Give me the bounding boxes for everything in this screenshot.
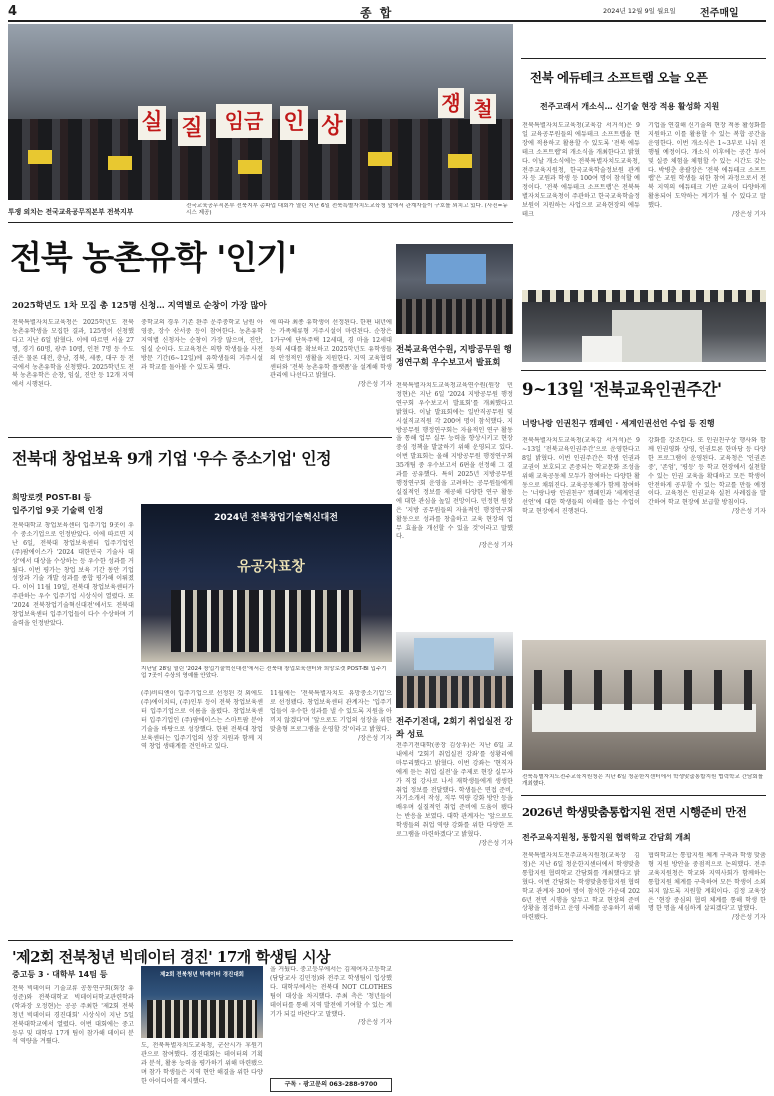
protest-sign: 상 bbox=[318, 110, 346, 144]
protest-sign: 질 bbox=[178, 112, 206, 146]
issue-date: 2024년 12월 9일 월요일 bbox=[603, 7, 676, 15]
article-text: 전북특별자치도교육청(교육감 서거석)은 9~13일 '전북교육인권주간'으로 운영한다고 8일 밝혔다. 이번 인권주간은 학생 인권과 교권이 보호되고 존중되는 학교문화 조성을 위해 교육공동체 모두가 참여하는 다양한 활동으로 채워진다. 교육공동체가 함께 참여하는 '너랑나랑 인권친구' 캠페인과 '세계인권선언'에 대한 학생들의 이해를 돕는 수업이 학교 현장에서 진행된다. bbox=[522, 437, 640, 516]
headline: 전북대 창업보육 9개 기업 '우수 중소기업' 인정 bbox=[12, 449, 332, 468]
page-number: 4 bbox=[8, 4, 18, 19]
article-text: 전북특별자치도교육청(교육감 서거석)은 9일 교육공무원들의 에듀테크 소프트랩을 현장에 적용하고 활용할 수 있도록 '전북 에듀테크 소프트랩'의 개소식을 개최한다고 밝혔다. 이날 개소식에는 전북특별자치도교육청, 전주교육지원청, 한국교육학술정보원 관계자 등 교원과 학생 등 100여 명이 참석할 예정이다. '전북 에듀테크 소프트랩'은 전북특별자치도교육청이 주관하고 한국교육학술정보원이 지원하는 사업으로 교육현장의 에듀테크 bbox=[522, 122, 640, 219]
article-text: 전북특별자치도교육청은 2025학년도 전북 농촌유학생을 모집한 결과, 125명이 신청했다고 지난 6일 밝혔다. 이에 따르면 서울 27명, 경기 60명, 광주 10명, 인천 7명 등 수도권은 물론 대전, 충남, 경북, 세종, 대구 등 전국에서 농촌유학을 신청했다. 2025학년도 전북 농촌유학은 순창, 임실, 진안 등 12개 지역에서 시행된다. bbox=[12, 319, 134, 389]
article-text: 전주기전대학(총장 김상우)은 지난 6일 교내에서 '2회기 취업실전 강좌'를 성황리에 마무리했다고 밝혔다. 이번 강좌는 '현직자에게 듣는 취업 실전'을 주제로 현장 실무자가 직접 강사로 나서 재학생들에게 생생한 취업 정보를 전달했다. 학생들은 면접 준비, 자기소개서 작성, 직무 역량 강화 방안 등을 배우며 실질적인 취업 준비에 도움이 됐다는 반응을 보였다. 대학 관계자는 '앞으로도 학생들의 취업 역량 강화를 위한 다양한 프로그램을 마련하겠다'고 밝혔다. /장은성 기자 bbox=[396, 742, 513, 847]
divider bbox=[521, 58, 766, 59]
headline: 9~13일 '전북교육인권주간' bbox=[522, 380, 722, 399]
subheadline: 희망로켓 POST-BI 등 bbox=[12, 493, 92, 502]
article-text: 협력학교는 통합지원 체계 구축과 학생 맞춤형 지원 방안을 중점적으로 논의했다. 전주교육지원청은 학교와 지역사회가 함께하는 통합지원 체계를 구축하여 모든 학생이 소외되지 않도록 지원할 계획이다. 김정 교육장은 '현장 중심의 협력 체계를 통해 학생 한 명 한 명을 세심하게 살피겠다'고 말했다. /장은성 기자 bbox=[648, 852, 766, 922]
article-text: 전북대학교 창업보육센터 입주기업 9곳이 우수 중소기업으로 인정받았다. 이에 따르면 지난 6일, 전북대 창업보육센터 입주기업인 (주)팜에이스가 '2024 대한민국 기술사 대상'에서 대상을 수상하는 등 우수한 성과를 거뒀다. 이번 평가는 창업 보육 기간 동안 기업 성장과 기술 개발 성과를 종합 평가해 이뤄졌다. 이어 11월 19일, 전북대 창업보육센터가 주관하는 우수 입주기업 시상식이 열렸다. 또 '2024 전북창업기술혁신대전'에서도 전북대 창업보육센터 입주기업들이 다수 수상하며 기술력을 인정받았다. bbox=[12, 522, 134, 627]
subheadline: 2025학년도 1차 모집 총 125명 신청… 지역별로 순창이 가장 많아 bbox=[12, 301, 267, 311]
subheadline: 너랑나랑 인권친구 캠페인 · 세계인권선언 수업 등 진행 bbox=[522, 419, 715, 428]
bigdata-photo bbox=[141, 966, 263, 1038]
protest-sign: 쟁 bbox=[438, 88, 464, 118]
protest-sign: 인 bbox=[280, 106, 308, 140]
article-text: 11월에는 '전북특별자치도 유망중소기업'으로 선정됐다. 창업보육센터 관계자는 '입주기업들이 우수한 성과를 낼 수 있도록 지원을 아끼지 않겠다'며 '앞으로도 기업의 성장을 위한 맞춤형 프로그램을 운영할 것'이라고 밝혔다. /장은성 기자 bbox=[270, 690, 392, 742]
bigdata-banner: 제2회 전북청년 빅데이터 경진대회 bbox=[160, 972, 244, 978]
article-text: 중학교의 경우 기존 완주 운주중학교 남원 아영중, 장수 산서중 등이 참여한다. 농촌유학 지역별 신청자는 순창이 가장 많으며, 진안, 임실 순이다. 도교육청은 의향 학생들을 사전방문 기간(6~12일)에 유학생들의 거주시설과 학교를 돌아볼 수 있도록 했다. bbox=[141, 319, 263, 371]
article-text: 전북 빅데이터 기술교류 공동연구회(회장 유성준)와 전북대학교 빅데이터학교관련학과(학과장 오정현)는 공공 주최한 '제2회 전북 청년 빅데이터 경진대회' 시상식이 지난 5일 전북대학교에서 열렸다. 이번 대회에는 중고등부 및 대학부 17개 팀이 참가해 데이터 분석 역량을 겨뤘다. bbox=[12, 985, 134, 1046]
divider bbox=[8, 940, 513, 941]
article-text: 기업을 연결해 신기술의 현장 적용 활성화를 지원하고 이를 활용할 수 있는 복합 공간을 운영한다. 이번 개소식은 1~3부로 나눠 진행될 예정이다. 개소식 이후에는 공간 투어 및 실증 체험을 체험할 수 있는 시간도 갖는다. 박병춘 총괄장은 '전북 에듀테크 소프트랩'은 교원 학생들 위한 참여 과정으로서 전북 지역의 에듀테크 기반 교육이 다양하게 활용되어 도약하는 계기가 될 수 있다고 말했다. /장은성 기자 bbox=[648, 122, 766, 219]
article-text: 에 따라 최종 유학생이 선정된다. 한편 내년에는 가족체류형 거주시설이 마련된다. 순창은 1가구에 단독주택 12세대, 경 마을 12세대 등의 세대를 확보하고 2025학년도 유학생들의 안정적인 생활을 지원한다. 지역 교육협력센터와 '전북 농촌유학 플랫폼'을 설계해 학생 관리에 나선다고 밝혔다. /장은성 기자 bbox=[270, 319, 392, 389]
divider bbox=[521, 795, 766, 796]
photo-caption-title: 투쟁 외치는 전국교육공무직본부 전북지부 bbox=[8, 208, 134, 216]
protest-sign: 실 bbox=[138, 106, 166, 140]
subheadline: 입주기업 9곳 기술력 인정 bbox=[12, 506, 104, 515]
subheadline: 중고등 3 · 대학부 14팀 등 bbox=[12, 970, 108, 979]
paper-name: 전주매일 bbox=[700, 8, 739, 19]
photo-caption: 지난달 28일 열린 '2024 창업기술혁신대전'에서는 전북대 창업보육센터와 희망로켓 POST-BI 입주기업 7곳이 수상의 영예를 안았다. bbox=[141, 666, 387, 680]
article-text: 강화를 강조한다. 또 인권친구상 행사와 함께 인권영화 상영, 인권토론 한마당 등 다양한 프로그램이 운영된다. 교육청은 '인권존중', '존엄', '평등' 등 학교 현장에서 실천할 수 있는 인권 교육을 확대하고 모든 학생이 안전하게 공부할 수 있는 학교를 만들 예정이다. 교육청은 인권교육 실천 사례집을 발간하여 학교 현장에 보급할 방침이다. /장은성 기자 bbox=[648, 437, 766, 516]
photo-caption: 전국교육공무직본부 전북지부 총파업 대회가 열린 지난 6일 전북특별자치도교육청 앞에서 관계자들이 구호를 외치고 있다. (사진=뉴시스 제공) bbox=[186, 203, 508, 217]
article-text: 전북특별자치도전주교육지원청(교육장 김정)은 지난 6일 청운한지센터에서 학생맞춤통합지원 협력학교 간담회를 개최했다고 밝혔다. 이번 간담회는 학생맞춤통합지원 협력학교 관계자 30여 명이 참석한 가운데 2026년 전면 시행을 앞두고 학교 현장의 준비 상황을 점검하고 운영 사례를 공유하기 위해 마련됐다. bbox=[522, 852, 640, 922]
award-photo bbox=[141, 504, 392, 662]
subheadline: 전주고래서 개소식… 신기술 현장 적용 활성화 지원 bbox=[540, 102, 720, 111]
subheadline: 전주교육지원청, 통합지원 협력학교 간담회 개최 bbox=[522, 833, 691, 842]
award-stage-text: 유공자표창 bbox=[237, 559, 305, 575]
photo-caption: 전북특별자치도전주교육지원청은 지난 6일 청운한지센터에서 학생맞춤통합지원 협력학교 간담회를 개최했다. bbox=[522, 774, 764, 788]
divider bbox=[521, 370, 766, 371]
headline: 전북 에듀테크 소프트랩 오늘 오픈 bbox=[530, 70, 708, 85]
divider bbox=[8, 222, 513, 223]
strike-photo bbox=[8, 24, 513, 200]
divider bbox=[8, 437, 392, 438]
headline: 전북교육연수원, 지방공무원 행정연구회 우수보고서 발표회 bbox=[396, 345, 512, 368]
headline: '제2회 전북청년 빅데이터 경진' 17개 학생팀 시상 bbox=[12, 948, 331, 966]
article-text: 전북특별자치도교육청교육연수원(원장 민정현)은 지난 6일 '2024 지방공무원 행정연구회 우수보고서 발표회'를 개최했다고 밝혔다. 이날 발표회에는 일반직공무원 및 시설직교직원 각 200여 명이 참석했다. 지방공무원 행정연구회는 자율적인 연구 활동을 통해 업무 실무 능력을 향상시키고 현장 중심 정책을 발굴하기 위해 운영되고 있다. 이번 발표회는 올해 지방공무원 행정연구회 35개팀 중 우수보고서 6편을 선정해 그 결과를 공유했다. 특히 2025년 지방공무원 행정연구회 운영을 고려하는 공무원들에게 실질적인 정보를 제공해 다양한 연구 활동에 대한 관심을 높일 전망이다. 민정현 원장은 '지방 공무원들의 자율적인 행정연구회 활동으로 성과를 창출하고 교육 현장의 업무 효율을 개선할 수 있을 것'이라고 말했다. /장은성 기자 bbox=[396, 382, 513, 550]
protest-sign: 임금 bbox=[216, 104, 272, 138]
softlab-photo bbox=[522, 290, 766, 362]
article-text: 을 거뒀다. 중고등부에서는 김제여자고등학교(담당교사 김민정)와 전주고 학생팀이 입상했다. 대학부에서는 전북대 NOT CLOTHES팀이 대상을 차지했다. 주최 측은 '청년들이 데이터를 통해 지역 발전에 기여할 수 있는 계기가 되길 바란다'고 말했다. /장은성 기자 bbox=[270, 966, 392, 1027]
headline: 전북 농촌유학 '인기' bbox=[10, 238, 297, 277]
meeting-photo bbox=[522, 640, 766, 770]
subscribe-box: 구독 · 광고문의 063-288-9700 bbox=[270, 1078, 392, 1092]
header-rule bbox=[8, 20, 766, 22]
jobs-photo bbox=[396, 632, 513, 708]
award-banner: 2024년 전북창업기술혁신대전 bbox=[214, 513, 338, 523]
article-text: (주)비티엔이 입주기업으로 선정된 것 외에도 (주)에이치티, (주)인투 등이 전북 창업보육센터 입주기업으로 이름을 올렸다. 창업보육센터 입주기업인 (주)팜에이스는 스마트팜 분야 기술을 바탕으로 성장했다. 한편 전북대 창업보육센터는 입주기업의 성장 지원과 함께 지역 창업 생태계를 견인하고 있다. bbox=[141, 690, 263, 751]
headline: 전주기전대, 2회기 취업실전 강좌 성료 bbox=[396, 717, 513, 740]
protest-sign: 철 bbox=[470, 94, 496, 124]
section-title: 종 합 bbox=[360, 6, 394, 20]
headline: 2026년 학생맞춤통합지원 전면 시행준비 만전 bbox=[522, 805, 747, 819]
article-text: 도, 전북특별자치도교육청, 군산시가 후원기관으로 참여했다. 경진대회는 데이터의 기획과 분석, 활용 능력을 평가하기 위해 마련됐으며 참가 학생들은 지역 현안 해결을 위한 다양한 아이디어를 제시했다. bbox=[141, 1042, 263, 1085]
training-photo bbox=[396, 244, 513, 334]
